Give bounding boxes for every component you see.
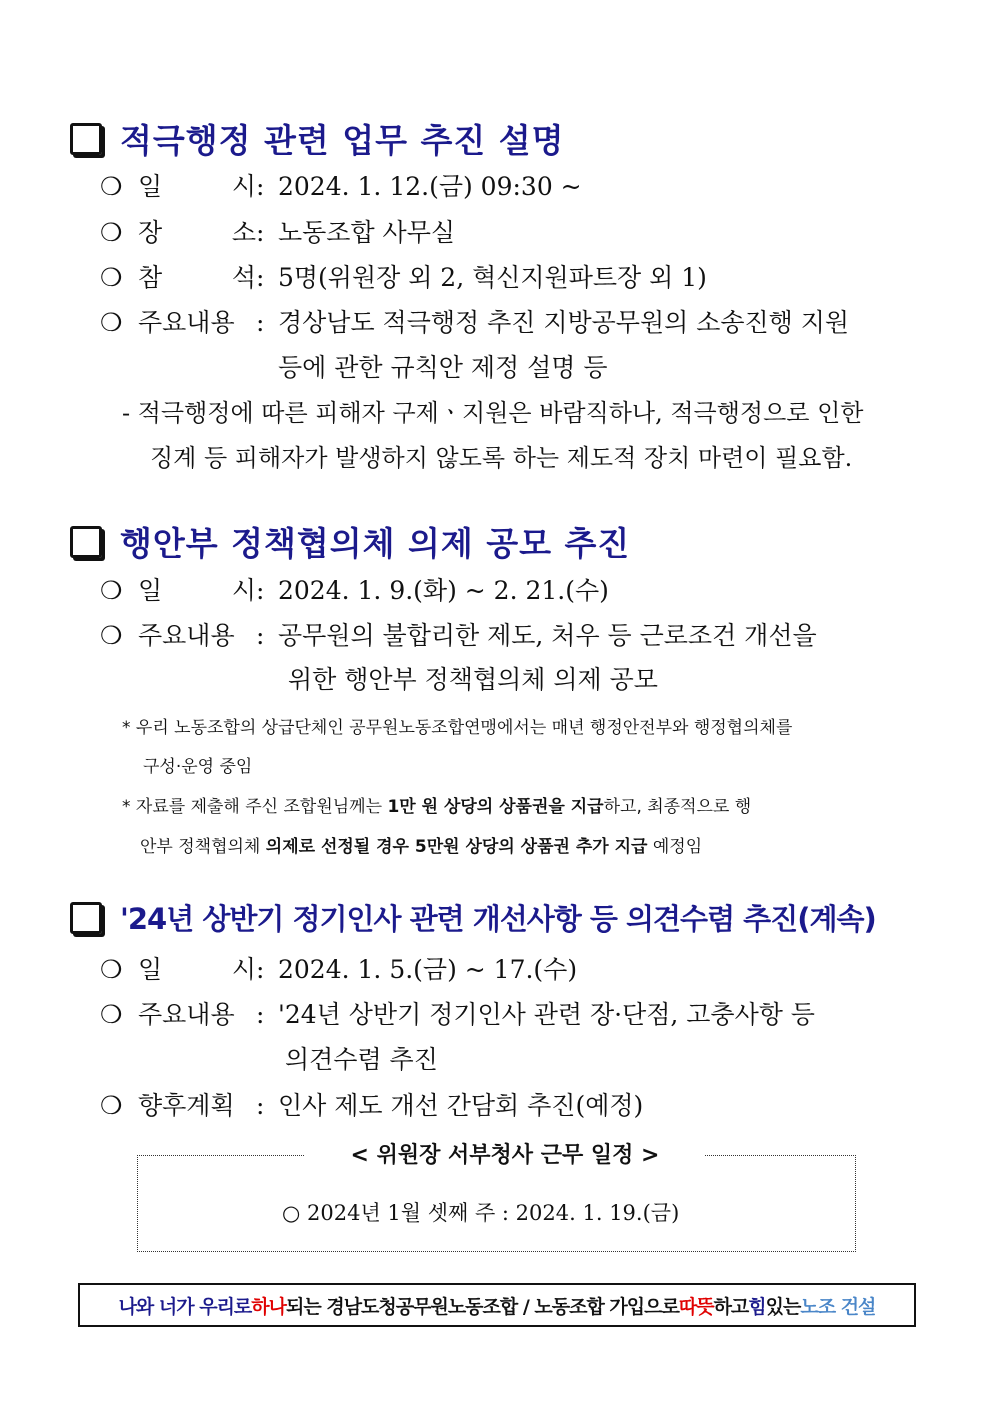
row-label: 참 석 [138,263,256,292]
row-value: 경상남도 적극행정 추진 지방공무원의 소송진행 지원 [278,308,850,337]
row-value: 노동조합 사무실 [278,218,455,247]
circle-bullet-icon: ❍ [100,263,123,292]
row-value-continued: 등에 관한 규칙안 제정 설명 등 [278,353,608,382]
checkbox-square-icon [70,123,102,155]
circle-bullet-icon: ❍ [100,1091,123,1120]
row-label: 주요내용 [138,308,235,337]
info-row: ❍ 주요내용 : '24년 상반기 정기인사 관련 장·단점, 고충사항 등 [100,998,815,1032]
row-value: 2024. 1. 12.(금) 09:30 ~ [278,172,582,201]
row-label: 향후계획 [138,1091,235,1120]
row-value: 2024. 1. 5.(금) ~ 17.(수) [278,955,578,984]
footnote-line: * 우리 노동조합의 상급단체인 공무원노동조합연맹에서는 매년 행정안전부와 행정협의체를 [122,718,793,738]
detail-line: - 적극행정에 따른 피해자 구제ㆍ지원은 바람직하나, 적극행정으로 인한 [122,399,864,427]
highlight-text: 의제로 선정될 경우 5만원 상당의 상품권 추가 지급 [265,837,648,857]
row-value-continued: 의견수렴 추진 [285,1045,438,1074]
section-title-2-text: 행안부 정책협의체 의제 공모 추진 [120,524,631,563]
circle-bullet-icon: ❍ [100,218,123,247]
info-row: ❍ 향후계획 : 인사 제도 개선 간담회 추진(예정) [100,1089,643,1123]
row-value: 2024. 1. 9.(화) ~ 2. 21.(수) [278,576,609,605]
slogan-part: 있는 [765,1295,801,1318]
section-title-2 [70,518,630,565]
checkbox-square-icon [70,902,102,934]
info-row: ❍ 장 소: 노동조합 사무실 [100,216,455,250]
circle-bullet-icon: ❍ [100,308,123,337]
schedule-line: ○ 2024년 1월 셋째 주 : 2024. 1. 19.(금) [282,1201,680,1225]
slogan-part: 하나 [251,1295,287,1318]
row-value: 공무원의 불합리한 제도, 처우 등 근로조건 개선을 [278,621,817,650]
section-title-3 [70,897,876,938]
info-row: ❍ 일 시: 2024. 1. 12.(금) 09:30 ~ [100,170,582,204]
info-row: ❍ 참 석: 5명(위원장 외 2, 혁신지원파트장 외 1) [100,261,707,295]
schedule-title: < 위원장 서부청사 근무 일정 > [305,1138,705,1169]
section-title-1 [70,115,565,162]
row-value-continued: 위한 행안부 정책협의체 의제 공모 [288,665,658,694]
footer-slogan [78,1283,916,1327]
highlight-text: 1만 원 상당의 상품권을 지급 [387,797,604,817]
info-row: ❍ 주요내용 : 경상남도 적극행정 추진 지방공무원의 소송진행 지원 [100,306,849,340]
section-title-3-text: '24년 상반기 정기인사 관련 개선사항 등 의견수렴 추진(계속) [120,902,876,936]
slogan-part: 노조 건설 [800,1295,876,1318]
detail-line: 징계 등 피해자가 발생하지 않도록 하는 제도적 장치 마련이 필요함. [150,444,853,472]
slogan-part: 되는 경남도청공무원노동조합 / 노동조합 가입으로 [286,1295,679,1318]
row-label: 일 시 [138,576,256,605]
slogan-part: 나와 너가 우리로 [118,1295,252,1318]
circle-bullet-icon: ❍ [100,576,123,605]
circle-bullet-icon: ❍ [100,955,123,984]
row-label: 주요내용 [138,1000,235,1029]
footnote-line: 안부 정책협의체 의제로 선정될 경우 5만원 상당의 상품권 추가 지급 예정임 [140,837,703,857]
row-value: 인사 제도 개선 간담회 추진(예정) [278,1091,644,1120]
info-row: ❍ 주요내용 : 공무원의 불합리한 제도, 처우 등 근로조건 개선을 [100,619,817,653]
slogan-part: 힘 [748,1295,766,1318]
footnote-line: 구성·운영 중임 [143,757,253,777]
row-value: '24년 상반기 정기인사 관련 장·단점, 고충사항 등 [278,1000,815,1029]
row-value: 5명(위원장 외 2, 혁신지원파트장 외 1) [278,263,707,292]
circle-bullet-icon: ❍ [100,172,123,201]
footnote-line: * 자료를 제출해 주신 조합원님께는 1만 원 상당의 상품권을 지급하고, 최종적으로 행 [122,797,752,817]
circle-bullet-icon: ❍ [100,1000,123,1029]
section-title-1-text: 적극행정 관련 업무 추진 설명 [120,121,565,160]
row-label: 주요내용 [138,621,235,650]
info-row: ❍ 일 시: 2024. 1. 5.(금) ~ 17.(수) [100,953,577,987]
row-label: 장 소 [138,218,256,247]
checkbox-square-icon [70,526,102,558]
info-row: ❍ 일 시: 2024. 1. 9.(화) ~ 2. 21.(수) [100,574,609,608]
circle-bullet-icon: ❍ [100,621,123,650]
row-label: 일 시 [138,172,256,201]
slogan-part: 하고 [713,1295,749,1318]
slogan-part: 따뜻 [678,1295,714,1318]
row-label: 일 시 [138,955,256,984]
